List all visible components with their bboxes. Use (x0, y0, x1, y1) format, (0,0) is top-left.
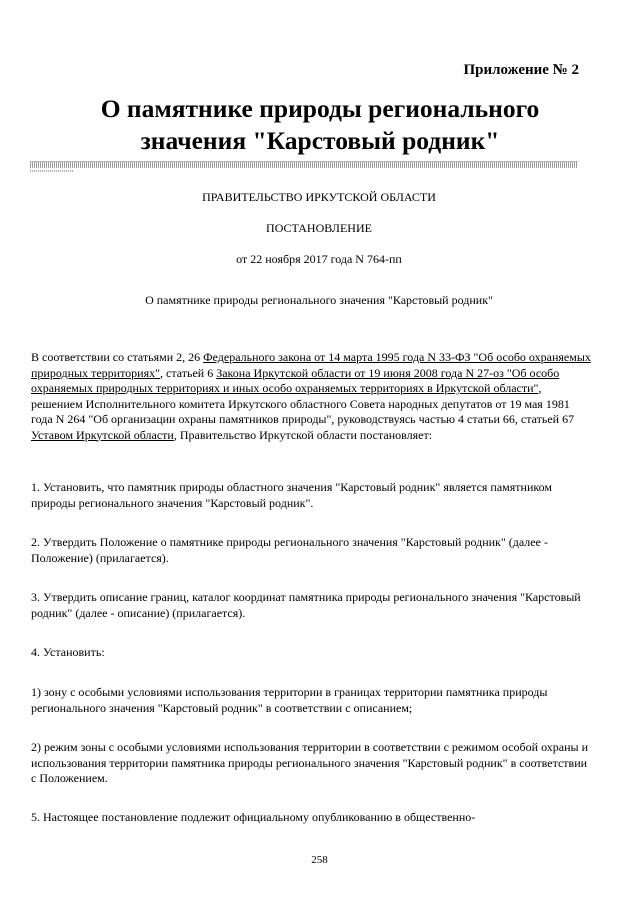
document-type: ПОСТАНОВЛЕНИЕ (266, 221, 372, 235)
document-subject: О памятнике природы регионального значения "Карстовый родник" (145, 293, 493, 307)
regional-law-link[interactable]: Закона Иркутской области от 19 июня 2008 года N 27-оз "Об особо охраняемых природных территориях и иных особо охраняемых территориях в Иркутской области" (31, 365, 560, 395)
preamble-text-3: , решением Исполнительного комитета Иркутского областного Совета народных депутатов от 19 мая 1981 года N 264 "Об организации охраны памятников природы", руководствуясь частью 4 статьи 66, статьей 67 (31, 381, 575, 426)
item-1: 1. Установить, что памятник природы областного значения "Карстовый родник" является памятником природы регионального значения "Карстовый родник". (31, 480, 552, 510)
preamble-text-4: , Правительство Иркутской области постановляет: (173, 427, 433, 442)
item-4-2: 2) режим зоны с особыми условиями использования территории в соответствии с режимом особой охраны и использования территории памятника природы регионального значения "Карстовый родник" в соответствии с Положением. (31, 740, 588, 785)
title-line-2: значения "Карстовый родник" (140, 126, 500, 155)
item-3: 3. Утвердить описание границ, каталог координат памятника природы регионального значения "Карстовый родник" (далее - описание) (прилагается). (31, 590, 581, 620)
item-2: 2. Утвердить Положение о памятнике природы регионального значения "Карстовый родник" (далее - Положение) (прилагается). (31, 535, 548, 565)
charter-link[interactable]: Уставом Иркутской области (31, 427, 174, 442)
item-4-1: 1) зону с особыми условиями использования территории в границах территории памятника природы регионального значения "Карстовый родник" в соответствии с описанием; (31, 685, 548, 715)
header-divider (30, 161, 578, 168)
item-5: 5. Настоящее постановление подлежит официальному опубликованию в общественно- (31, 810, 476, 824)
page-number: 258 (311, 854, 328, 866)
preamble-text-2: , статьей 6 (160, 365, 217, 380)
header-divider-note (30, 170, 74, 172)
document-date-number: от 22 ноября 2017 года N 764-пп (236, 252, 402, 266)
government-name: ПРАВИТЕЛЬСТВО ИРКУТСКОЙ ОБЛАСТИ (202, 190, 436, 204)
federal-law-link[interactable]: Федерального закона от 14 марта 1995 года N 33-ФЗ "Об особо охраняемых природных территориях" (31, 350, 591, 380)
appendix-label: Приложение № 2 (463, 62, 579, 78)
document-title (40, 93, 600, 157)
item-4: 4. Установить: (31, 645, 105, 659)
preamble-paragraph (31, 350, 591, 443)
title-line-1: О памятнике природы регионального (100, 94, 540, 123)
preamble-text-1: В соответствии со статьями 2, 26 (31, 350, 204, 364)
